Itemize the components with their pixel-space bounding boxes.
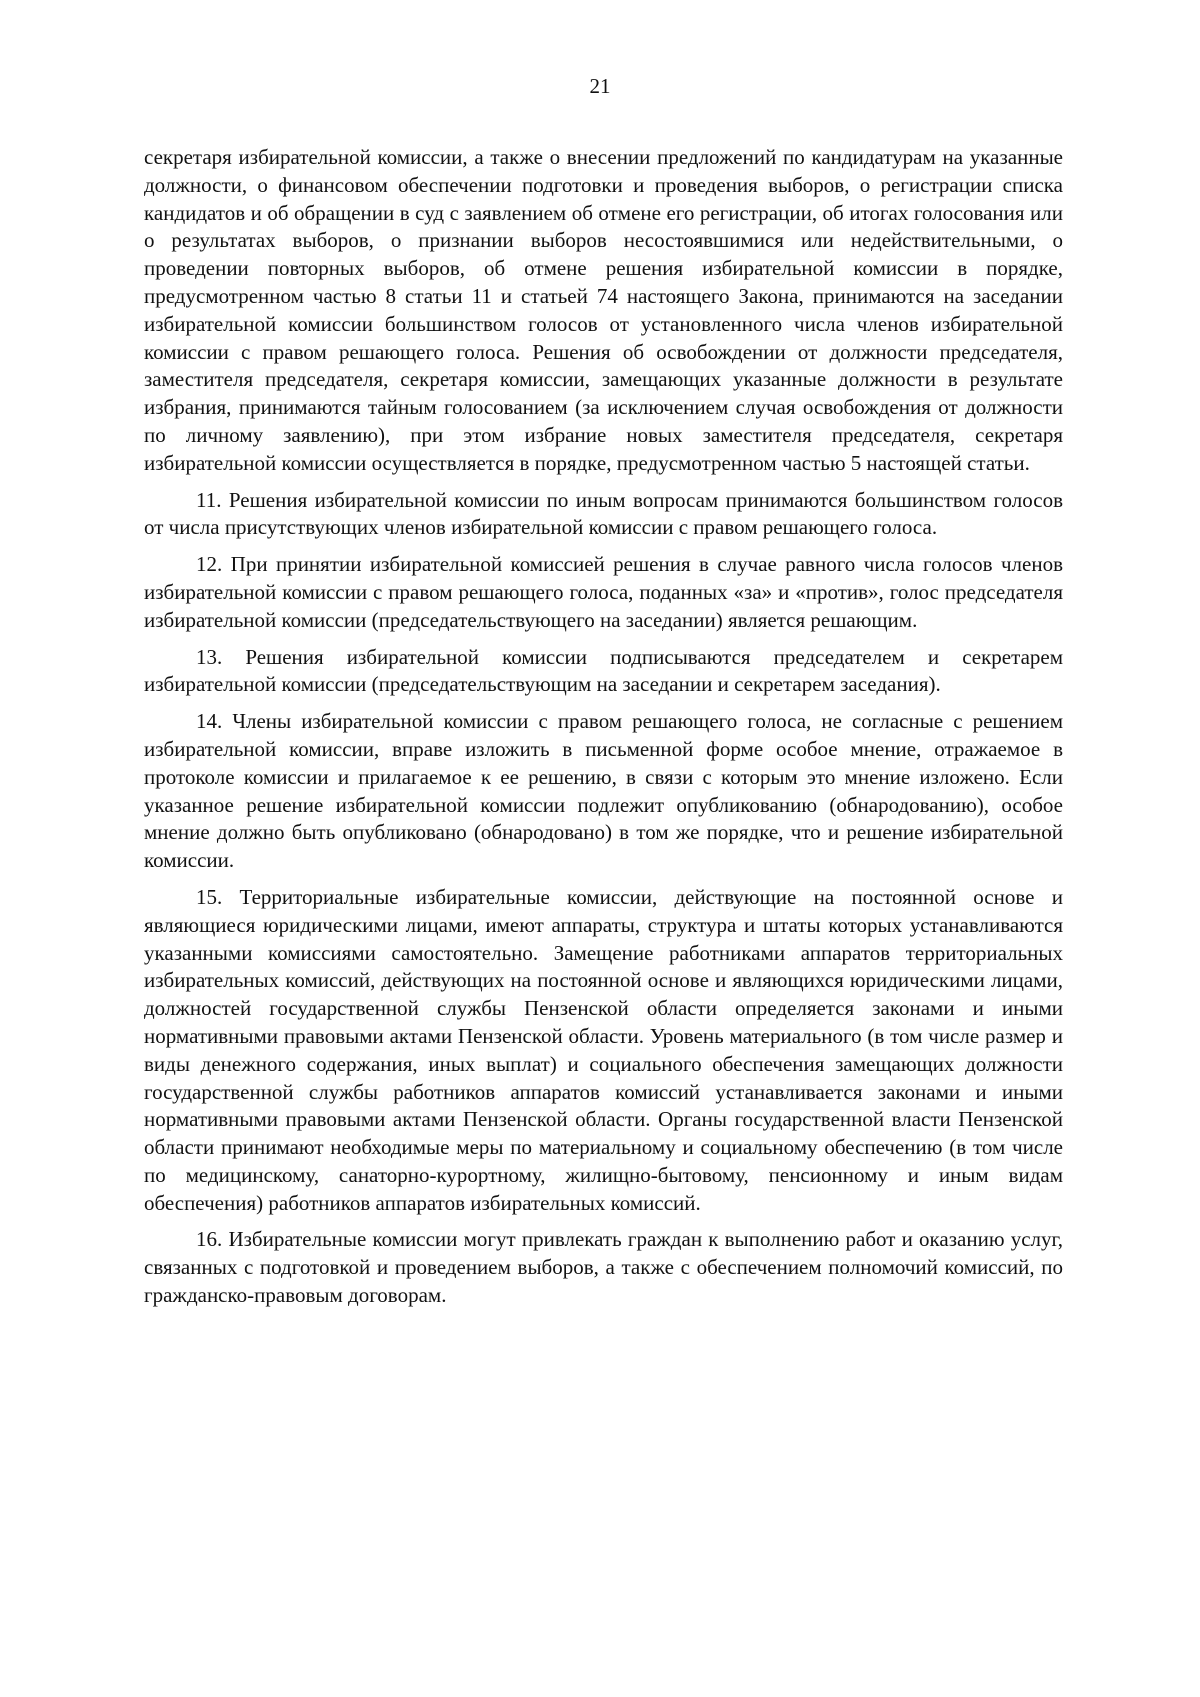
paragraph-16: 16. Избирательные комиссии могут привлекать граждан к выполнению работ и оказанию услуг, связанных с подготовкой и проведением выборов, а также с обеспечением полномочий комиссий, по гражданско-правовым договорам. [144,1227,1063,1308]
paragraph-13: 13. Решения избирательной комиссии подписываются председателем и секретарем избирательной комиссии (председательствующим на заседании и секретарем заседания). [144,644,1063,697]
paragraph-15: 15. Территориальные избирательные комиссии, действующие на постоянной основе и являющиеся юридическими лицами, имеют аппараты, структура и штаты которых устанавливаются указанными комиссиями самостоятельно. Замещение работниками аппаратов территориальных избирательных комиссий, действующих на постоянной основе и являющихся юридическими лицами, должностей государственной службы Пензенской области определяется законами и иными нормативными правовыми актами Пензенской области. Уровень материального (в том числе размер и виды денежного содержания, иных выплат) и социального обеспечения замещающих должности государственной службы работников аппаратов комиссий устанавливается законами и иными нормативными правовыми актами Пензенской области. Органы государственной власти Пензенской области принимают необходимые меры по материальному и социальному обеспечению (в том числе по медицинскому, санаторно-курортному, жилищно-бытовому, пенсионному и иным видам обеспечения) работников аппаратов избирательных комиссий. [144,884,1063,1215]
paragraph-12: 12. При принятии избирательной комиссией решения в случае равного числа голосов членов избирательной комиссии с правом решающего голоса, поданных «за» и «против», голос председателя избирательной комиссии (председательствующего на заседании) является решающим. [144,552,1063,632]
paragraph-14: 14. Члены избирательной комиссии с правом решающего голоса, не согласные с решением избирательной комиссии, вправе изложить в письменной форме особое мнение, отражаемое в протоколе комиссии и прилагаемое к ее решению, в связи с которым это мнение изложено. Если указанное решение избирательной комиссии подлежит опубликованию (обнародованию), особое мнение должно быть опубликовано (обнародовано) в том же порядке, что и решение избирательной комиссии. [144,709,1063,873]
page-number: 21 [589,74,611,98]
paragraph-continuation: секретаря избирательной комиссии, а также о внесении предложений по кандидатурам на указанные должности, о финансовом обеспечении подготовки и проведения выборов, о регистрации списка кандидатов и об обращении в суд с заявлением об отмене его регистрации, об итогах голосования или о результатах выборов, о признании выборов несостоявшимися или недействительными, о проведении повторных выборов, об отмене решения избирательной комиссии в порядке, предусмотренном частью 8 статьи 11 и статьей 74 настоящего Закона, принимаются на заседании избирательной комиссии большинством голосов от установленного числа членов избирательной комиссии с правом решающего голоса. Решения об освобождении от должности председателя, заместителя председателя, секретаря комиссии, замещающих указанные должности в результате избрания, принимаются тайным голосованием (за исключением случая освобождения от должности по личному заявлению), при этом избрание новых заместителя председателя, секретаря избирательной комиссии осуществляется в порядке, предусмотренном частью 5 настоящей статьи. [144,145,1063,475]
paragraph-11: 11. Решения избирательной комиссии по иным вопросам принимаются большинством голосов от числа присутствующих членов избирательной комиссии с правом решающего голоса. [144,487,1063,540]
document-body [144,144,1063,1319]
